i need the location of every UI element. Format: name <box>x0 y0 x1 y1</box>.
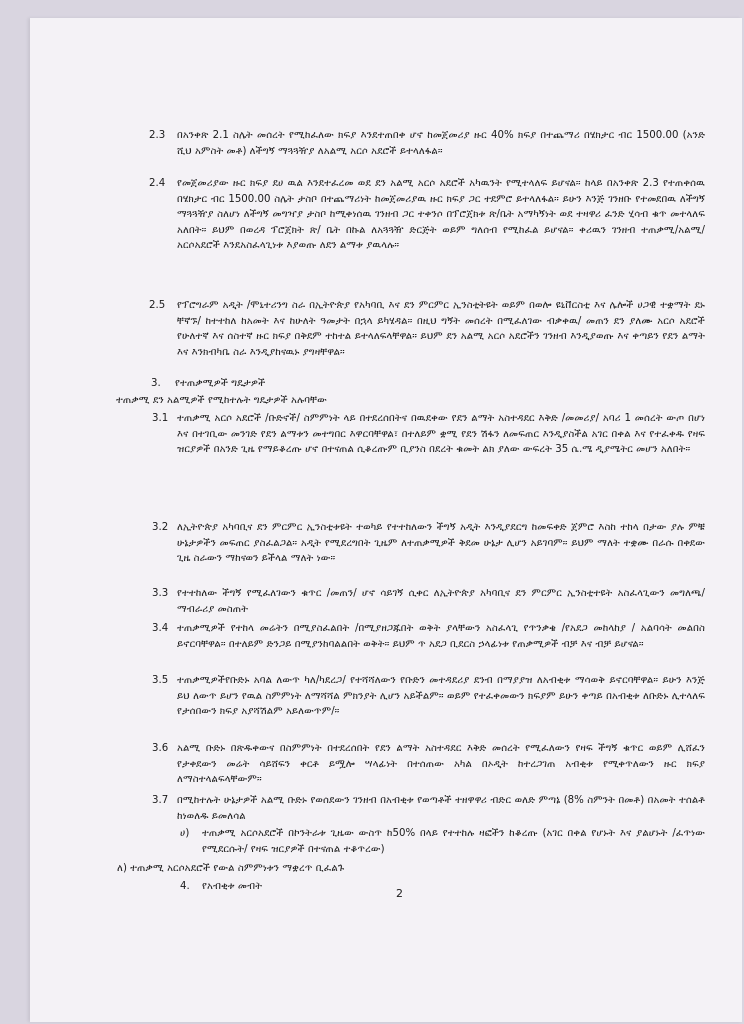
sub-item-label: ሀ) <box>180 828 190 839</box>
obligation-text: ለኢትዮጵያ አካባቢና ደን ምርምር ኢንስቲቱዩት ተወካይ የተተከለውን ችግኝ አዲት እንዲያደርግ ከመፍቀድ ጀምሮ እስከ ተከላ በታው ያሉ ምቹ ሁኔታዎችን መፍጠር ያስፈልጋል። አዲት የሚደረግበት ጊዜም ለተጠቃሚዎች ቅደመ ሁኔታ ሊሆን አይገባም። ይህም ማለት ተቋሙ በራሱ በቀደው ጊዜ ስራውን ማከናወን ይችላል ማለት ነው። <box>177 522 705 564</box>
sub-item-text: ተጠቃሚ አርሶአደሮች በኮንትራቱ ጊዜው ውስጥ ከ50% በላይ የተተከሉ ዛፎችን ከቆረጡ (አገር በቀል የሆኑት እና ያልሆኑት /ፈጥነው የሚደርሱት/ የዛፍ ዝርያዎች በተናጠል ተቆጥረው) <box>202 828 705 855</box>
obligation-number: 3.6 <box>152 743 169 754</box>
obligation-text: የተተከለው ችግኝ የሚፈለገውን ቁጥር /መጠን/ ሆኖ ሳይገኝ ሲቀር ለኢትዮጵያ አካባቢና ደን ምርምር ኢንስቲተዩት አስፈላጊውን መግለጫ/ማብራሪያ መስጠት <box>177 588 705 615</box>
obligation-number: 3.3 <box>152 588 169 599</box>
obligation-text: ተጠቃሚ አርሶ አደሮች /ቡድኖች/ ስምምነት ላይ በተደረሰበትና በዉደቀው የደን ልማት አስተዳደር እቅድ /መመሪያ/ አባሪ 1 መሰረት ውጦ በሆነ እና በተገቢው መንገድ የደን ልማቱን መተግበር እዋርባቸዋል፣ በተለይም ቋሚ የደን ሽፋን ለመፍጠር እንዲያስችል አገር በቀል እና የተፈቀዱ የዛፍ ዝርያዎች በአንድ ጊዜ የማይቆረጡ ሆኖ በተናጠል ሲቆረጡም ቢያንስ በደረት ቁመት ልክ ያለው ውፍረት 35 ሴ.ሜ ዲያሜትር መሆን አለበት። <box>177 413 705 455</box>
obligation-text: ተጠቃሚዎች የተከላ መሬትን በሚያስፈልበት /በሚያዘጋጁበት ወቅት ያላቸውን አስፈላጊ የጥንቃቄ /የአደጋ መከላከያ / አልባሳት መልበስ ይኖርባቸዋል። በተለይም ድንጋይ በሚያንከባልልበት ወቅት። ይህም ጥ አደጋ ቢደርስ ኃላፊነቱ የጠቃሚዎች ብቻ እና ብቻ ይሆናል። <box>177 623 705 650</box>
clause-text: የመጀመሪያው ዙር ክፍያ ደሀ ዉል እንደተፈረመ ወደ ደን አልሚ አርሶ አደሮች አካዉንት የሚተላለፍ ይሆናል። ከላይ በአንቀጽ 2.3 የተጠቀሰዉ በሄክታር ብር 1500.00 ስሌት ታስቦ በተጨማሪነት ከመጀመሪያዉ ዙር ክፍያ ጋር ተደምሮ ይተላለፋል። ይሁን እንጅ ገንዘቡ የተመደበዉ ለችግኝ ማጓጓዥያ ስለሆነ ለችግኝ መግዣያ ታስቦ ከሚቀነሰዉ ገንዘብ ጋር ተቀንሶ በፕሮጀክቱ ጽ/ቤት አማካኝነት ወደ ተዛዋሪ ፈንድ ሂሳብ ቁጥ መተላለፍ አለበት። ይህም በወረዳ ፕሮጀክት ጽ/ ቤት በኩል ለአጓጓዥ ድርጅት ወይም ግለሰብ የሚከፈል ይሆናል። ቀሪዉን ገንዘብ ተጠቃሚ/አልሚ/ አርሶአደሮች እንደአስፈላጊነቱ እያወጡ ለደን ልማቱ ያዉላሉ። <box>177 178 705 251</box>
obligation-text: በሚከተሉት ሁኔታዎች አልሚ ቡድኑ የወሰደውን ገንዘብ በአብቂቱ የወጣቶች ተዘዋዋሪ ብድር ወለድ ምጣኔ (8% ስምንት በመቶ) በአመት ተሰልቶ ከነወለዱ ይመለሳል <box>177 795 705 822</box>
obligation-number: 3.2 <box>152 522 169 533</box>
section-3-title: የተጠቃሚዎች ግዴታዎች <box>175 378 266 389</box>
page-content <box>30 18 742 1022</box>
page-number: 2 <box>396 887 403 900</box>
obligation-number: 3.7 <box>152 795 169 806</box>
section-4-number: 4. <box>180 881 190 892</box>
clause-number: 2.5 <box>149 300 166 311</box>
obligation-number: 3.1 <box>152 413 169 424</box>
section-3-intro: ተጠቃሚ ደን አልሚዎች የሚከተሉት ግዴታዎች አሉባቸው <box>116 395 327 406</box>
sub-item-le: ለ) ተጠቃሚ አርሶአደሮች የውል ስምምነቱን ማቋረጥ ቢፈልጉ <box>117 863 345 874</box>
document-page <box>30 18 742 1022</box>
clause-text: በአንቀጽ 2.1 ስሌት መሰረት የሚከፈለው ክፍያ እንደተጠበቀ ሆኖ ከመጀመሪያ ዙር 40% ክፍያ በተጨማሪ በሄክታር ብር 1500.00 (አንድ ሺህ አምስት መቶ) ለችግኝ ማጓጓዥያ ለአልሚ አርሶ አደሮች ይተላለፋል። <box>177 130 705 157</box>
clause-number: 2.3 <box>149 130 166 141</box>
obligation-number: 3.4 <box>152 623 169 634</box>
obligation-text: ተጠቃሚዎችየቡድኑ አባል ለውጥ ካለ/ካደረጋ/ የተሻሻለውን የቡድን መተዳደሪያ ደንብ በማያያዝ ለአብቂቱ ማሳወቅ ይኖርባቸዋል። ይሁን እንጅ ይህ ለውጥ ይሆን የዉል ስምምነት ለማሻሻል ምክንያት ሊሆን አይችልም። ወይም የተፈቀመውን ክፍያም ይሁን ቀጣይ በአብቂቱ ለቡድኑ ሊተላለፍ የታሰበውን ክፍያ አያሻሽልም አይለውጥም/። <box>177 675 705 717</box>
clause-number: 2.4 <box>149 178 166 189</box>
obligation-text: አልሚ ቡድኑ በጽዱቀውና በስምምነት በተደረሰበት የደን ልማት አስተዳደር እቅድ መሰረት የሚፈለውን የዛፍ ችግኝ ቁጥር ወይም ሊሸፈን የታቀደውን መሬት ሳይሸፍን ቀርቶ ይሟሎ ሣላፊነት በተሰጠው አካል በኦዲት ከተረጋገጠ አብቂቱ የሚቀጥለውን ዙር ክፍያ ለማስተላልፍላቸውም። <box>177 743 705 785</box>
clause-text: የፕሮግራም አዲት /ሞኒተሪንግ ስራ በኢትዮጵያ የአካባቢ እና ደን ምርምር ኢንስቲትዩት ወይም በወሎ ዩኒቨርስቲ እና ሌሎች ሀጋዊ ተቋማት ደኑ ቸኛኙ/ ከተተከለ ከአመት እና ከሁለት ዓመታት በኋላ ይካሄዳል። በዚህ ግኝት መሰረት በሚፈለገው ብቃቀዉ/ መጠን ደን ያለሙ አርሶ አደሮች የሁለተኛ እና ሰስተኛ ዙር ክፍያ በቅደም ተከተል ይተላለፍላቸዋል። ይህም ደን አልሚ አርሶ አደሮችን ገንዘብ እንዲያወጡ እና ቀጣይን የደን ልማት እና እንክብካቤ ስራ እንዲያከናዉኑ ያግዛቸዋል። <box>177 300 705 358</box>
section-4-title: የአብቂቱ መብት <box>202 881 263 892</box>
section-3-number: 3. <box>151 378 161 389</box>
obligation-number: 3.5 <box>152 675 169 686</box>
